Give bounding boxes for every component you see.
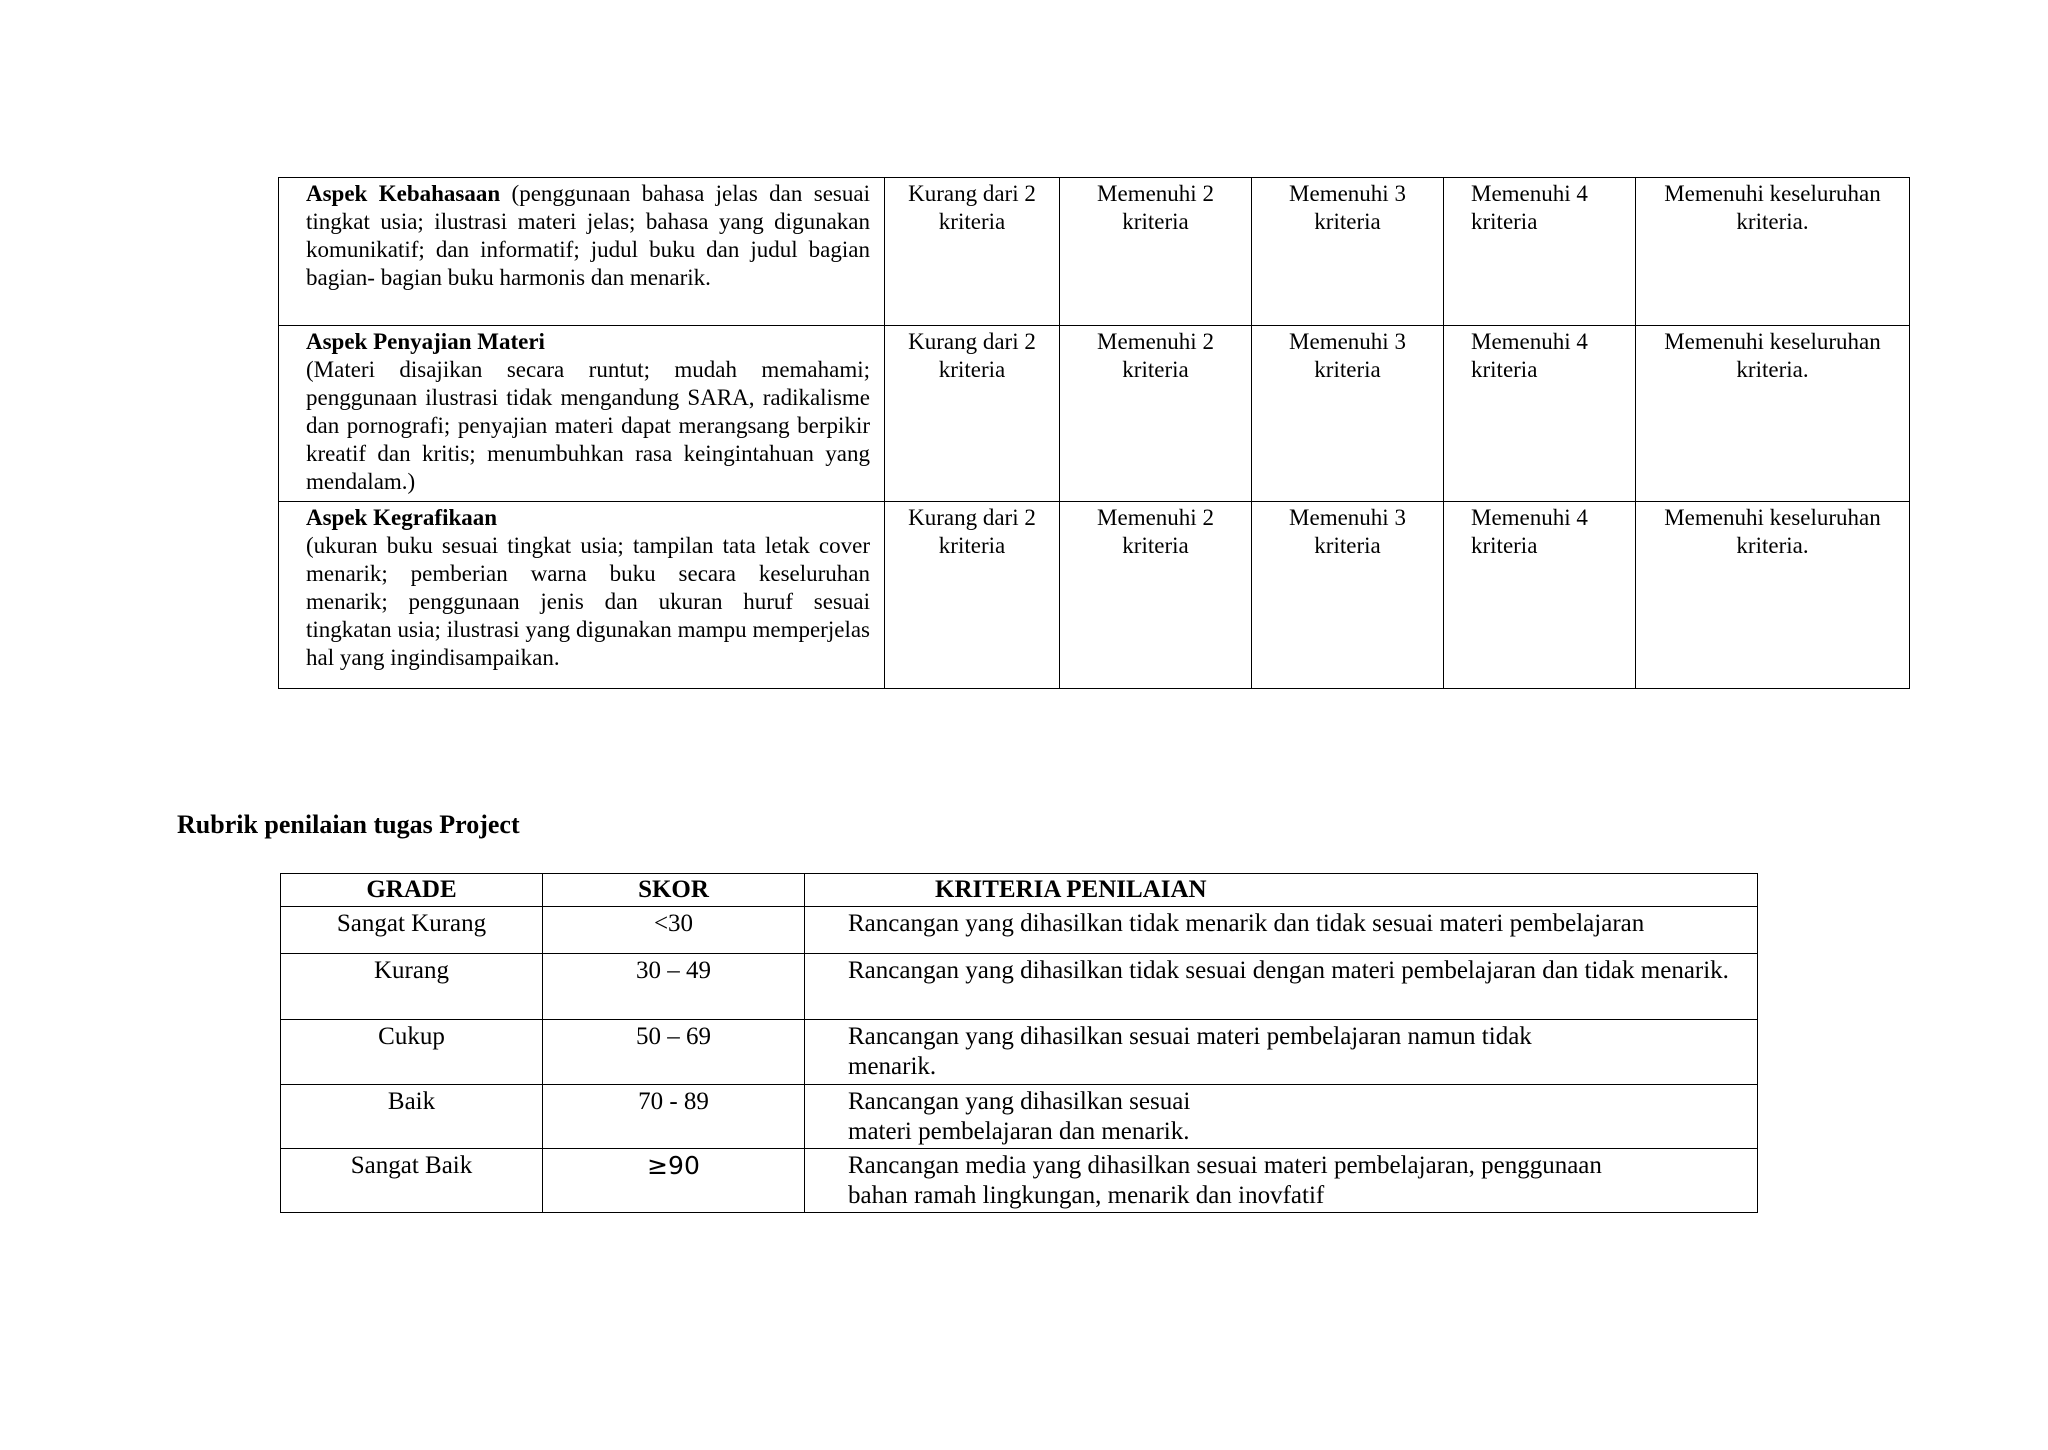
aspect-title: Aspek Kebahasaan: [306, 181, 501, 206]
grade-cell: Sangat Baik: [281, 1149, 543, 1213]
table-row: [281, 907, 1758, 954]
criteria-cell: [805, 1085, 1758, 1149]
aspect-description: (penggunaan bahasa jelas dan sesuai tingkat usia; ilustrasi materi jelas; bahasa yang digunakan komunikatif; dan informatif; judul buku dan judul bagian bagian- bagian buku harmonis dan menarik.: [306, 181, 870, 290]
score-cell: Memenuhi 4 kriteria: [1444, 178, 1636, 326]
assessment-criteria-table: [278, 177, 1910, 689]
score-cell: Kurang dari 2 kriteria: [885, 178, 1060, 326]
project-rubric-table: [280, 873, 1758, 1213]
score-cell: 70 - 89: [543, 1085, 805, 1149]
grade-cell: Cukup: [281, 1020, 543, 1085]
aspect-cell: [279, 326, 885, 502]
criteria-cell: Rancangan yang dihasilkan tidak sesuai dengan materi pembelajaran dan tidak menarik.: [805, 954, 1758, 1020]
score-cell: Memenuhi keseluruhan kriteria.: [1636, 178, 1910, 326]
criteria-line: Rancangan yang dihasilkan sesuai: [848, 1088, 1191, 1115]
score-cell: Memenuhi 3 kriteria: [1252, 178, 1444, 326]
section-heading: Rubrik penilaian tugas Project: [177, 810, 520, 839]
table-row: [281, 1085, 1758, 1149]
criteria-cell: Rancangan yang dihasilkan sesuai materi pembelajaran namun tidak menarik.: [805, 1020, 1758, 1085]
aspect-description: (Materi disajikan secara runtut; mudah memahami; penggunaan ilustrasi tidak mengandung SARA, radikalisme dan pornografi; penyajian materi dapat merangsang berpikir kreatif dan kritis; menumbuhkan rasa keingintahuan yang mendalam.): [306, 357, 870, 494]
table-header-row: [281, 874, 1758, 907]
criteria-cell: Rancangan media yang dihasilkan sesuai materi pembelajaran, penggunaan bahan ramah lingkungan, menarik dan inovfatif: [805, 1149, 1758, 1213]
score-cell: Kurang dari 2 kriteria: [885, 502, 1060, 689]
grade-cell: Kurang: [281, 954, 543, 1020]
column-header-skor: SKOR: [543, 874, 805, 907]
score-cell: Memenuhi 3 kriteria: [1252, 326, 1444, 502]
column-header-grade: GRADE: [281, 874, 543, 907]
score-cell: [543, 1149, 805, 1213]
score-cell: Memenuhi 4 kriteria: [1444, 502, 1636, 689]
score-cell: Memenuhi keseluruhan kriteria.: [1636, 326, 1910, 502]
table-row: [279, 326, 1910, 502]
score-cell: Memenuhi 2 kriteria: [1060, 502, 1252, 689]
column-header-kriteria: KRITERIA PENILAIAN: [805, 874, 1758, 907]
score-cell: <30: [543, 907, 805, 954]
table-row: [279, 178, 1910, 326]
score-cell: 50 – 69: [543, 1020, 805, 1085]
score-cell: Memenuhi 2 kriteria: [1060, 326, 1252, 502]
score-cell: Memenuhi 2 kriteria: [1060, 178, 1252, 326]
criteria-line: materi pembelajaran dan menarik.: [848, 1118, 1190, 1145]
aspect-cell: [279, 178, 885, 326]
score-value: ≥90: [647, 1151, 700, 1180]
aspect-cell: [279, 502, 885, 689]
criteria-cell: Rancangan yang dihasilkan tidak menarik dan tidak sesuai materi pembelajaran: [805, 907, 1758, 954]
table-row: [281, 954, 1758, 1020]
table-row: [281, 1020, 1758, 1085]
grade-cell: Baik: [281, 1085, 543, 1149]
aspect-title: Aspek Kegrafikaan: [306, 505, 498, 530]
aspect-title: Aspek Penyajian Materi: [306, 329, 545, 354]
table-row: [279, 502, 1910, 689]
score-cell: Kurang dari 2 kriteria: [885, 326, 1060, 502]
score-cell: 30 – 49: [543, 954, 805, 1020]
grade-cell: Sangat Kurang: [281, 907, 543, 954]
score-cell: Memenuhi keseluruhan kriteria.: [1636, 502, 1910, 689]
score-cell: Memenuhi 4 kriteria: [1444, 326, 1636, 502]
score-cell: Memenuhi 3 kriteria: [1252, 502, 1444, 689]
table-row: [281, 1149, 1758, 1213]
aspect-description: (ukuran buku sesuai tingkat usia; tampilan tata letak cover menarik; pemberian warna buku secara keseluruhan menarik; penggunaan jenis dan ukuran huruf sesuai tingkatan usia; ilustrasi yang digunakan mampu memperjelas hal yang ingindisampaikan.: [306, 533, 870, 670]
